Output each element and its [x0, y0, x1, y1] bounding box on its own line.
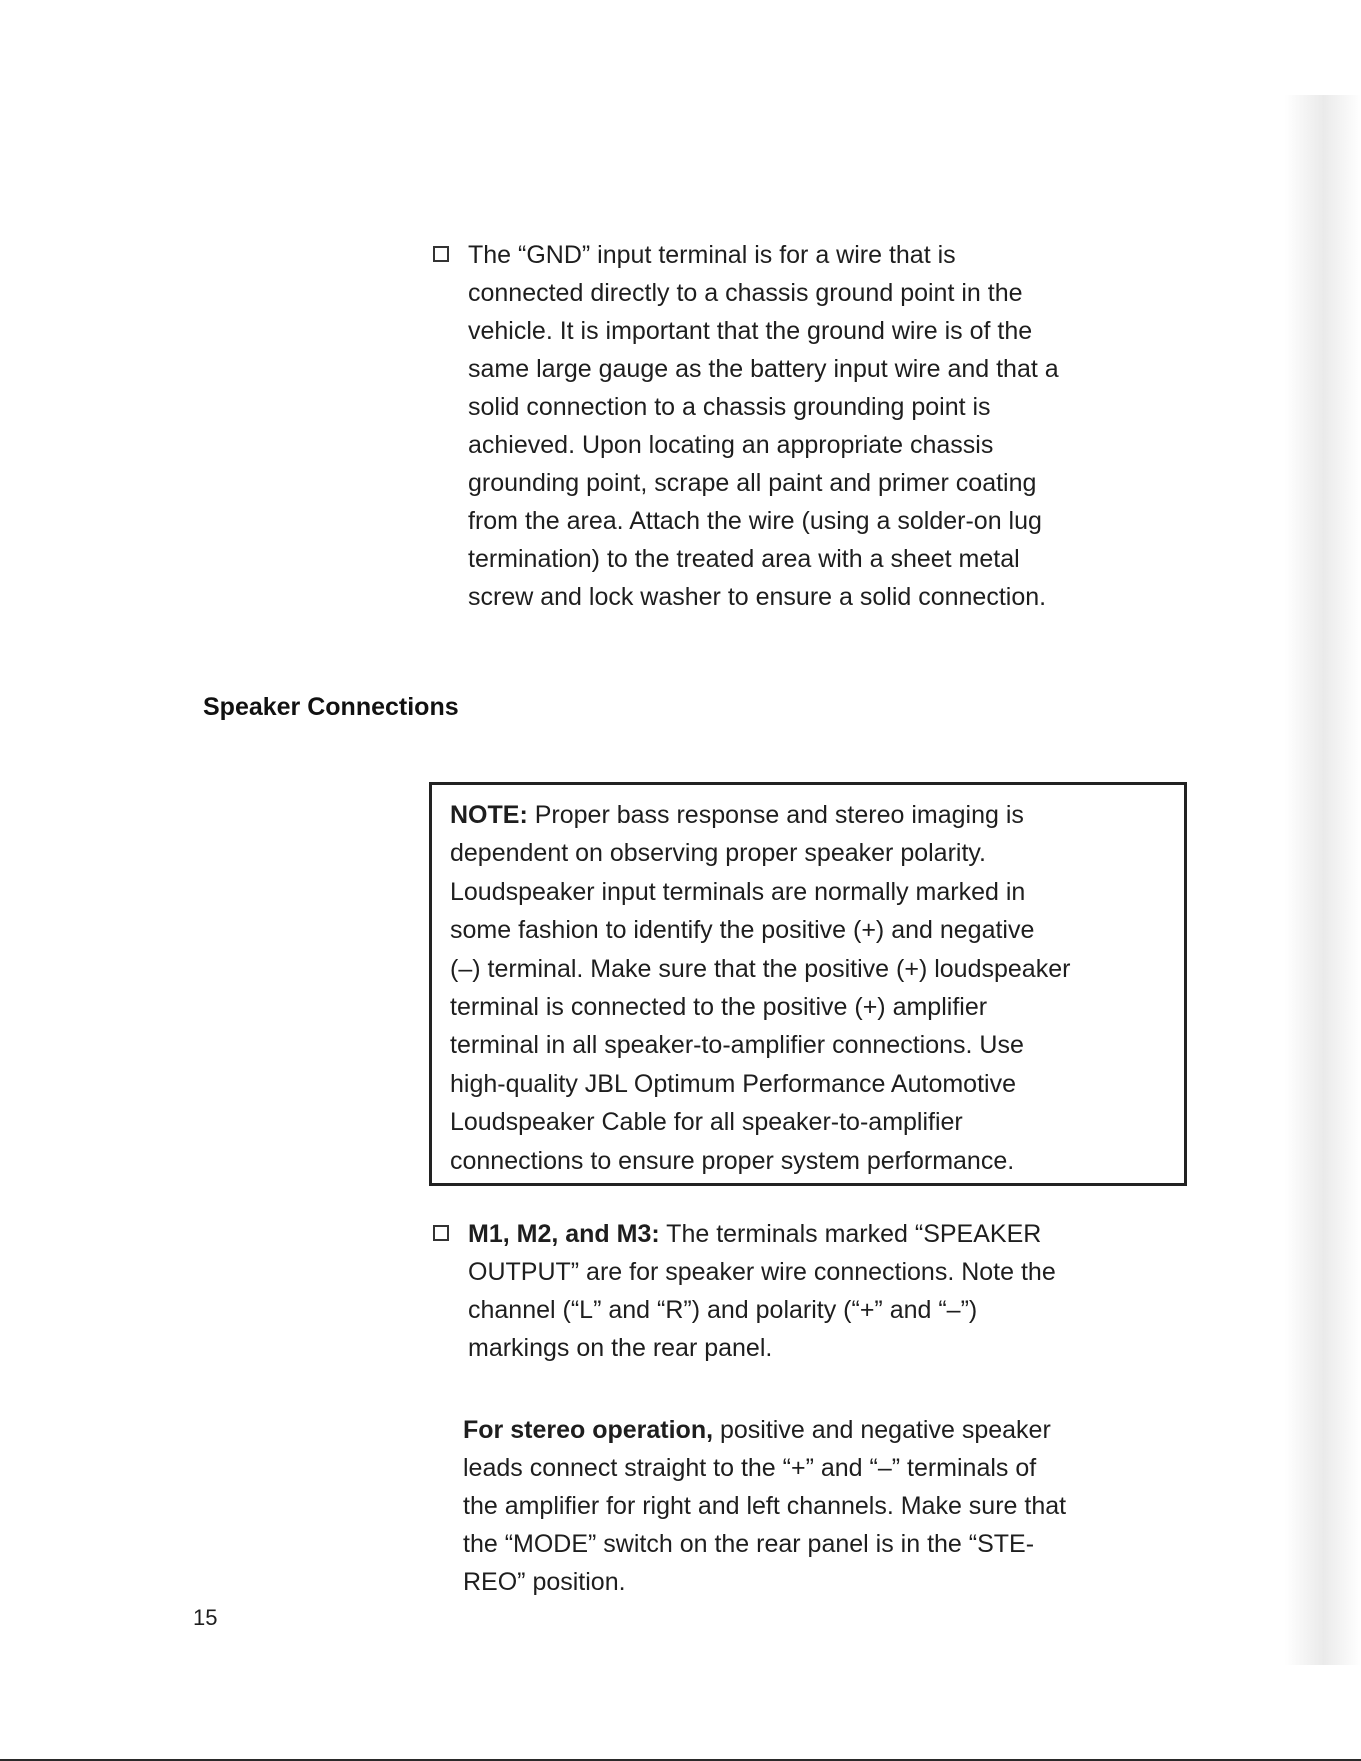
speaker-bullet-label: M1, M2, and M3:	[468, 1220, 660, 1248]
page-number: 15	[193, 1605, 218, 1630]
checkbox-icon	[433, 246, 449, 262]
gnd-bullet-text: The “GND” input terminal is for a wire that is connected directly to a chassis ground point in the vehicle. It is important that the ground wire is of the same large gauge as the battery input wire and that a solid connection to a chassis grounding point is achieved. Upon locating an appropriate chassis grounding point, scrape all paint and primer coating from the area. Attach the wire (using a solder-on lug termination) to the treated area with a sheet metal screw and lock washer to ensure a solid connection.	[468, 241, 1059, 611]
note-box	[429, 782, 1187, 1186]
checkbox-icon	[433, 1225, 449, 1241]
stereo-label: For stereo operation,	[463, 1416, 714, 1444]
gnd-bullet	[433, 236, 1173, 616]
stereo-text: positive and negative speaker leads connect straight to the “+” and “–” terminals of the amplifier for right and left channels. Make sure that the “MODE” switch on the rear panel is in the “STE- REO” position.	[463, 1416, 1067, 1596]
speaker-bullet-text: The terminals marked “SPEAKER OUTPUT” are for speaker wire connections. Note the channel (“L” and “R”) and polarity (“+” and “–”) markings on the rear panel.	[468, 1220, 1056, 1362]
note-text: Proper bass response and stereo imaging is dependent on observing proper speaker polarity. Loudspeaker input terminals are normally marked in some fashion to identify the positive (+) and negative (–) terminal. Make sure that the positive (+) loudspeaker terminal is connected to the positive (+) amplifier terminal in all speaker-to-amplifier connections. Use high-quality JBL Optimum Performance Automotive Loudspeaker Cable for all speaker-to-amplifier connections to ensure proper system performance.	[450, 801, 1071, 1175]
scan-shadow	[1191, 95, 1361, 1665]
speaker-bullet	[433, 1215, 1193, 1367]
stereo-operation-paragraph	[463, 1411, 1066, 1601]
section-heading: Speaker Connections	[203, 693, 459, 721]
note-label: NOTE:	[450, 801, 528, 829]
